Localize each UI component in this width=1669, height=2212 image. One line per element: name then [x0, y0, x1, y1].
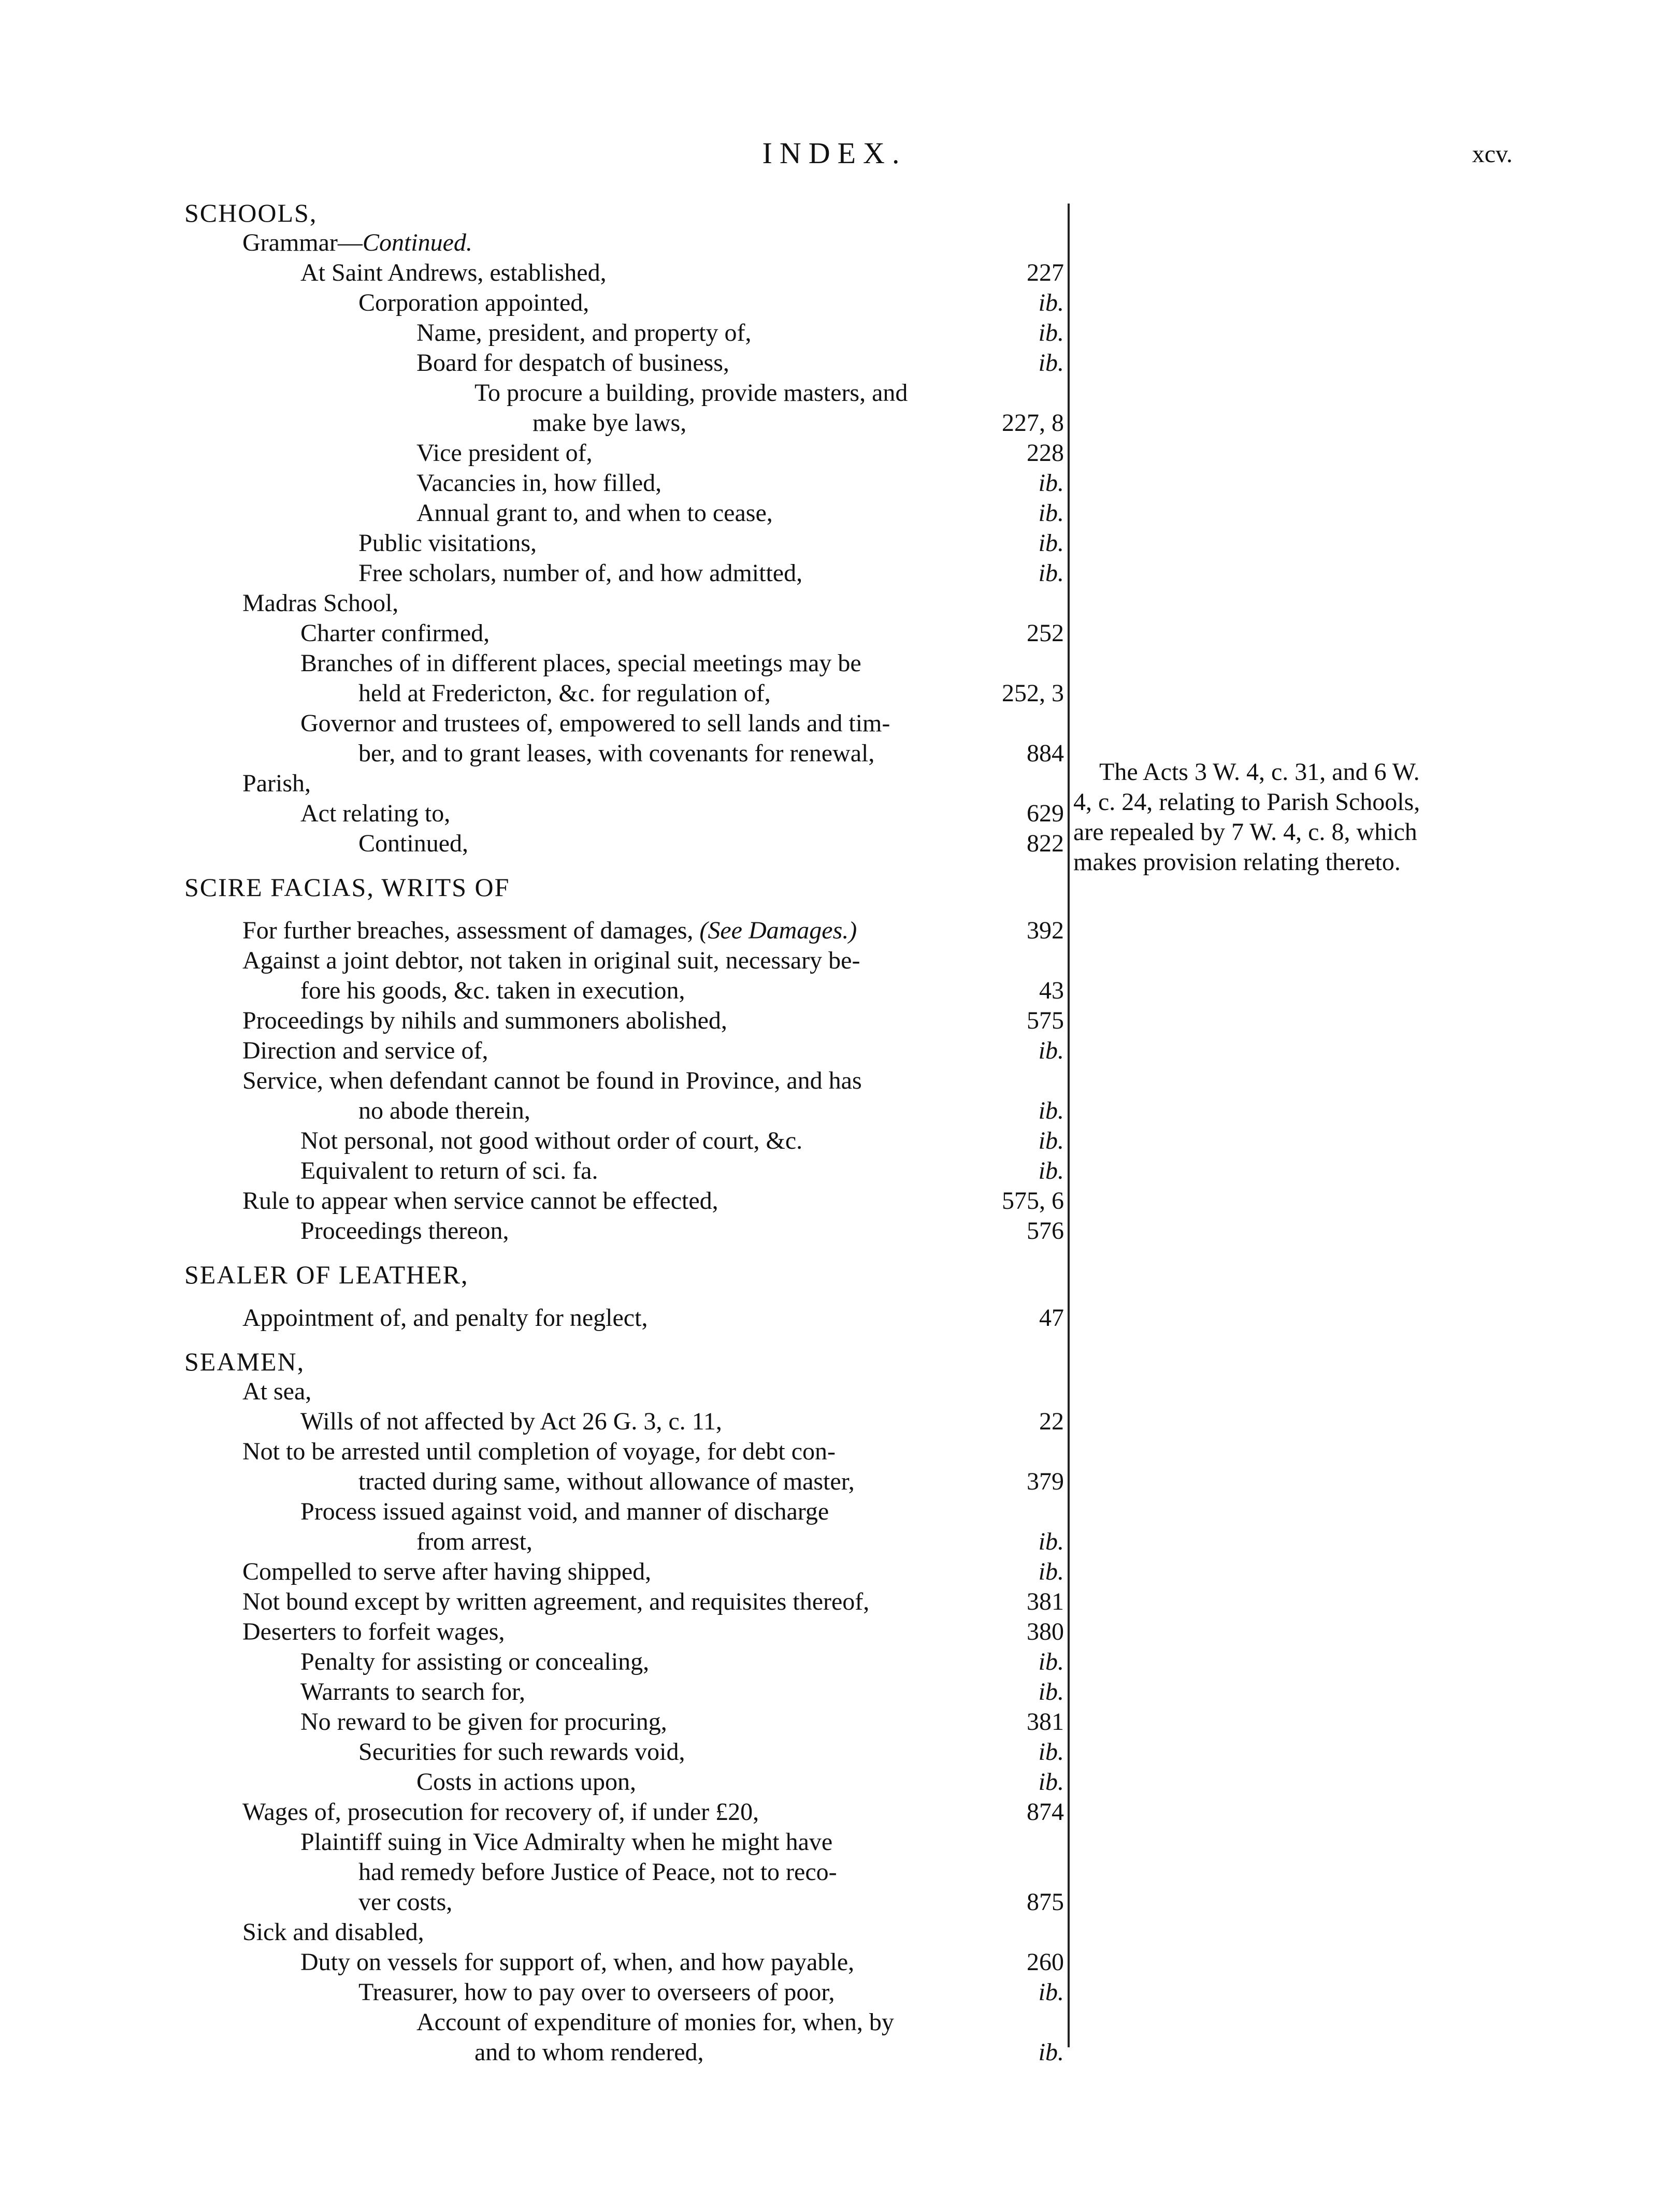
entry-text: Warrants to search for,: [300, 1678, 526, 1705]
entry-page-ref: ib.: [1038, 529, 1064, 557]
entry-text: Proceedings thereon,: [300, 1217, 509, 1245]
entry-page-ref: 629: [1027, 800, 1064, 827]
index-heading: [184, 1260, 1064, 1290]
entry-text: fore his goods, &c. taken in execution,: [300, 977, 685, 1004]
index-entry: [184, 946, 1064, 976]
entry-page-ref: 252: [1027, 619, 1064, 647]
entry-text: Proceedings by nihils and summoners abolished,: [242, 1007, 727, 1034]
index-entry: [184, 1036, 1064, 1066]
entry-page-ref: 884: [1027, 740, 1064, 767]
entry-italic-text: Continued.: [362, 229, 472, 256]
entry-text: no abode therein,: [358, 1097, 530, 1124]
entry-text: Wills of not affected by Act 26 G. 3, c. 11,: [300, 1408, 722, 1435]
index-entry: [184, 1737, 1064, 1767]
index-entry: [184, 709, 1064, 739]
index-entry: [184, 1617, 1064, 1647]
index-entry: [184, 1303, 1064, 1333]
entry-text: Plaintiff suing in Vice Admiralty when he might have: [300, 1828, 833, 1856]
section-gap: [184, 1333, 1064, 1347]
index-entry: [184, 829, 1064, 859]
index-entry: [184, 648, 1064, 678]
entry-text: Charter confirmed,: [300, 619, 490, 647]
entry-page-ref: 576: [1027, 1217, 1064, 1245]
entry-page-ref: ib.: [1038, 1738, 1064, 1766]
entry-page-ref: 228: [1027, 439, 1064, 467]
section-gap: [184, 902, 1064, 916]
entry-text: Madras School,: [242, 589, 399, 617]
index-entry: [184, 678, 1064, 709]
index-entry: [184, 468, 1064, 498]
entry-page-ref: 47: [1039, 1304, 1064, 1332]
entry-page-ref: 575, 6: [1002, 1187, 1064, 1215]
entry-text: and to whom rendered,: [474, 2038, 704, 2066]
entry-text: Governor and trustees of, empowered to sell lands and tim-: [300, 710, 890, 737]
entry-text: Service, when defendant cannot be found in Province, and has: [242, 1067, 862, 1094]
entry-text: Name, president, and property of,: [416, 319, 752, 346]
entry-text: Treasurer, how to pay over to overseers of poor,: [358, 1978, 835, 2006]
entry-text: Account of expenditure of monies for, when, by: [416, 2008, 894, 2036]
index-entry: [184, 1467, 1064, 1497]
entry-text: Equivalent to return of sci. fa.: [300, 1157, 598, 1184]
index-entry: [184, 618, 1064, 648]
entry-page-ref: 380: [1027, 1618, 1064, 1645]
index-entry: [184, 2007, 1064, 2037]
index-entry: [184, 438, 1064, 468]
index-entry: [184, 1156, 1064, 1186]
index-entry: [184, 1917, 1064, 1947]
entry-text: Branches of in different places, special meetings may be: [300, 649, 861, 677]
entry-text: Continued,: [358, 830, 468, 857]
index-entry: [184, 558, 1064, 588]
index-entry: [184, 1857, 1064, 1887]
entry-text: Parish,: [242, 770, 311, 797]
index-entry: [184, 1827, 1064, 1857]
entry-text: Not to be arrested until completion of voyage, for debt con-: [242, 1438, 836, 1465]
entry-page-ref: 227: [1027, 259, 1064, 286]
entry-text: Board for despatch of business,: [416, 349, 729, 377]
entry-page-ref: ib.: [1038, 319, 1064, 346]
entry-page-ref: ib.: [1038, 499, 1064, 527]
entry-page-ref: ib.: [1038, 1157, 1064, 1184]
index-entry: [184, 348, 1064, 378]
entry-page-ref: 379: [1027, 1468, 1064, 1495]
entry-text: make bye laws,: [533, 409, 687, 437]
entry-page-ref: ib.: [1038, 1768, 1064, 1796]
index-entry: [184, 1437, 1064, 1467]
entry-page-ref: 575: [1027, 1007, 1064, 1034]
index-entry: [184, 739, 1064, 769]
entry-text: from arrest,: [416, 1528, 533, 1555]
index-entry: [184, 1797, 1064, 1827]
entry-page-ref: ib.: [1038, 1127, 1064, 1154]
entry-text: At sea,: [242, 1378, 312, 1405]
index-entry: [184, 1126, 1064, 1156]
entry-text: For further breaches, assessment of damages, (See Damages.): [242, 917, 857, 944]
index-entry: [184, 976, 1064, 1006]
index-entry: [184, 378, 1064, 408]
entry-page-ref: ib.: [1038, 1097, 1064, 1124]
index-entry: [184, 1767, 1064, 1797]
index-entry: [184, 769, 1064, 799]
entry-page-ref: 874: [1027, 1798, 1064, 1826]
index-heading: [184, 198, 1064, 228]
index-entry: [184, 1707, 1064, 1737]
entry-text: Not personal, not good without order of court, &c.: [300, 1127, 803, 1154]
entry-text: Direction and service of,: [242, 1037, 488, 1064]
index-entry: [184, 288, 1064, 318]
index-heading: [184, 872, 1064, 902]
entry-text: Annual grant to, and when to cease,: [416, 499, 773, 527]
index-entry: [184, 498, 1064, 528]
section-gap: [184, 1246, 1064, 1260]
entry-text: Corporation appointed,: [358, 289, 589, 316]
entry-page-ref: 43: [1039, 977, 1064, 1004]
page-number: xcv.: [1472, 140, 1513, 168]
index-entry: [184, 916, 1064, 946]
side-note-line: are repealed by 7 W. 4, c. 8, which: [1073, 818, 1417, 846]
index-entry: [184, 1497, 1064, 1527]
entry-text: Act relating to,: [300, 800, 451, 827]
entry-text: Grammar—Continued.: [242, 229, 472, 256]
index-entry: [184, 258, 1064, 288]
entry-text: Vice president of,: [416, 439, 593, 467]
index-entry: [184, 1066, 1064, 1096]
index-entry: [184, 1947, 1064, 1977]
index-entry: [184, 1677, 1064, 1707]
entry-text: Rule to appear when service cannot be effected,: [242, 1187, 718, 1215]
index-entry: [184, 588, 1064, 618]
index-entry: [184, 1557, 1064, 1587]
index-entry: [184, 799, 1064, 829]
entry-page-ref: ib.: [1038, 1978, 1064, 2006]
entry-page-ref: ib.: [1038, 2038, 1064, 2066]
entry-page-ref: 392: [1027, 917, 1064, 944]
section-gap: [184, 1290, 1064, 1303]
index-column: [184, 198, 1064, 2068]
entry-page-ref: ib.: [1038, 1558, 1064, 1585]
entry-text: Free scholars, number of, and how admitted,: [358, 559, 803, 587]
entry-page-ref: ib.: [1038, 349, 1064, 377]
index-entry: [184, 1216, 1064, 1246]
index-entry: [184, 1407, 1064, 1437]
entry-italic-text: (See Damages.): [699, 917, 857, 944]
index-entry: [184, 1587, 1064, 1617]
entry-text: At Saint Andrews, established,: [300, 259, 607, 286]
index-entry: [184, 1096, 1064, 1126]
entry-page-ref: 227, 8: [1002, 409, 1064, 437]
index-entry: [184, 1977, 1064, 2007]
entry-page-ref: 381: [1027, 1588, 1064, 1615]
entry-page-ref: ib.: [1038, 289, 1064, 316]
entry-text: Sick and disabled,: [242, 1918, 424, 1946]
entry-text: Vacancies in, how filled,: [416, 469, 662, 497]
entry-text: ber, and to grant leases, with covenants for renewal,: [358, 740, 875, 767]
index-entry: [184, 528, 1064, 558]
entry-text: had remedy before Justice of Peace, not to reco-: [358, 1858, 837, 1886]
entry-text: SEAMEN,: [184, 1347, 305, 1376]
index-entry: [184, 1186, 1064, 1216]
side-note-line: makes provision relating thereto.: [1073, 848, 1401, 876]
entry-text: SCHOOLS,: [184, 198, 318, 227]
index-entry: [184, 1527, 1064, 1557]
index-heading: [184, 1347, 1064, 1377]
index-entry: [184, 1647, 1064, 1677]
entry-text: Appointment of, and penalty for neglect,: [242, 1304, 648, 1332]
entry-page-ref: 252, 3: [1002, 679, 1064, 707]
index-entry: [184, 1887, 1064, 1917]
entry-text: Compelled to serve after having shipped,: [242, 1558, 652, 1585]
index-entry: [184, 1006, 1064, 1036]
index-entry: [184, 1377, 1064, 1407]
entry-text: Against a joint debtor, not taken in original suit, necessary be-: [242, 947, 860, 974]
entry-page-ref: ib.: [1038, 1528, 1064, 1555]
column-divider: [1068, 204, 1070, 2047]
entry-text: tracted during same, without allowance of master,: [358, 1468, 855, 1495]
entry-text: ver costs,: [358, 1888, 453, 1916]
entry-page-ref: ib.: [1038, 469, 1064, 497]
index-entry: [184, 2037, 1064, 2068]
index-entry: [184, 408, 1064, 438]
entry-text: Public visitations,: [358, 529, 537, 557]
entry-page-ref: ib.: [1038, 1037, 1064, 1064]
entry-text: Wages of, prosecution for recovery of, if under £20,: [242, 1798, 759, 1826]
entry-text: To procure a building, provide masters, and: [474, 379, 908, 407]
page-title: INDEX.: [762, 136, 907, 170]
section-gap: [184, 859, 1064, 872]
entry-page-ref: ib.: [1038, 1648, 1064, 1675]
side-note: [1073, 757, 1519, 877]
entry-text: Process issued against void, and manner of discharge: [300, 1498, 829, 1525]
side-note-line: 4, c. 24, relating to Parish Schools,: [1073, 788, 1420, 816]
entry-page-ref: 260: [1027, 1948, 1064, 1976]
entry-text: SEALER OF LEATHER,: [184, 1260, 469, 1289]
index-entry: [184, 228, 1064, 258]
entry-page-ref: 381: [1027, 1708, 1064, 1736]
entry-text: No reward to be given for procuring,: [300, 1708, 667, 1736]
entry-text: SCIRE FACIAS, WRITS OF: [184, 873, 510, 902]
entry-text: Not bound except by written agreement, and requisites thereof,: [242, 1588, 870, 1615]
entry-text: Deserters to forfeit wages,: [242, 1618, 505, 1645]
entry-page-ref: 22: [1039, 1408, 1064, 1435]
entry-text: held at Fredericton, &c. for regulation of,: [358, 679, 771, 707]
entry-page-ref: 822: [1027, 830, 1064, 857]
entry-page-ref: ib.: [1038, 1678, 1064, 1705]
entry-page-ref: 875: [1027, 1888, 1064, 1916]
side-note-line: The Acts 3 W. 4, c. 31, and 6 W.: [1099, 758, 1420, 786]
entry-text: Duty on vessels for support of, when, and how payable,: [300, 1948, 855, 1976]
entry-text: Penalty for assisting or concealing,: [300, 1648, 650, 1675]
entry-page-ref: ib.: [1038, 559, 1064, 587]
entry-text: Securities for such rewards void,: [358, 1738, 685, 1766]
index-entry: [184, 318, 1064, 348]
entry-text: Costs in actions upon,: [416, 1768, 637, 1796]
